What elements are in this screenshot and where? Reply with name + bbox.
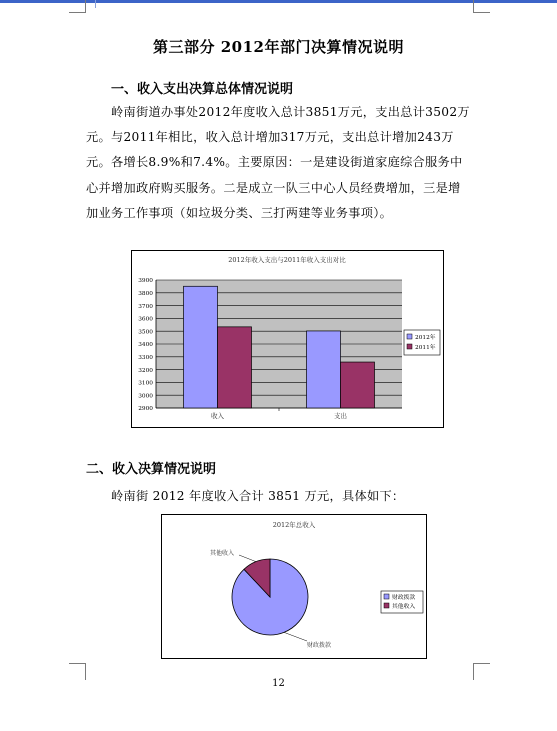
y-tick-label: 3300 [138,355,153,361]
bar-2011 [218,327,252,408]
page-number: 12 [272,678,285,689]
section2-heading: 二、收入决算情况说明 [86,462,217,477]
chart-title: 2012年总收入 [272,521,316,529]
y-tick-label: 3200 [138,367,153,374]
pie-chart [161,514,427,659]
bar-2012 [184,286,218,408]
bar-2012 [307,331,341,408]
section1-paragraph [86,100,472,226]
legend-swatch [407,344,412,349]
pie-data-label: 其他收入 [210,550,235,557]
legend-label: 财政拨款 [392,595,416,601]
pie-legend [381,591,423,613]
section1-heading: 一、收入支出决算总体情况说明 [111,82,294,97]
section2-intro: 岭南街 2012 年度收入合计 3851 万元，具体如下： [111,489,405,503]
bar-chart-svg [132,251,443,427]
x-tick-label: 支出 [334,412,347,420]
corner-mark-top-left [69,0,86,13]
bar-legend [404,330,440,355]
y-tick-label: 2900 [138,406,153,413]
legend-label: 其他收入 [392,604,416,610]
leader-line [284,632,307,641]
legend-swatch [407,334,412,339]
x-tick-label: 收入 [211,412,224,420]
section1-paragraph-text: 岭南街道办事处2012年度收入总计3851万元，支出总计3502万元。与2011年相比，收入总计增加317万元，支出总计增加243万元。各增长8.9%和7.4%。主要原因：一是建设街道家庭综合服务中心并增加政府购买服务。二是成立一队三中心人员经费增加，三是增加业务工作事项（如垃圾分类、三打两建等业务事项）。 [86,105,470,220]
bar-2011 [341,362,375,408]
legend-swatch [384,603,389,608]
y-tick-label: 3000 [138,393,153,400]
legend-swatch [384,594,389,599]
pie-data-label: 财政拨款 [307,642,332,649]
legend-label: 2012年 [415,335,436,341]
legend-label: 2011年 [415,345,436,351]
chart-title: 2012年收入支出与2011年收入支出对比 [228,256,346,264]
corner-mark-top-right [473,0,490,13]
bar-chart [131,250,444,428]
y-tick-label: 3500 [138,329,153,336]
y-tick-label: 3100 [138,380,153,387]
y-tick-label: 3400 [138,342,153,349]
page-title: 第三部分 2012年部门决算情况说明 [153,38,404,56]
leader-line [239,555,256,562]
y-tick-label: 3900 [138,278,153,285]
ruler-tick [95,0,96,8]
y-tick-label: 3800 [138,291,153,297]
pie-chart-svg [162,515,426,658]
y-tick-label: 3700 [138,303,153,310]
y-tick-label: 3600 [138,316,153,323]
